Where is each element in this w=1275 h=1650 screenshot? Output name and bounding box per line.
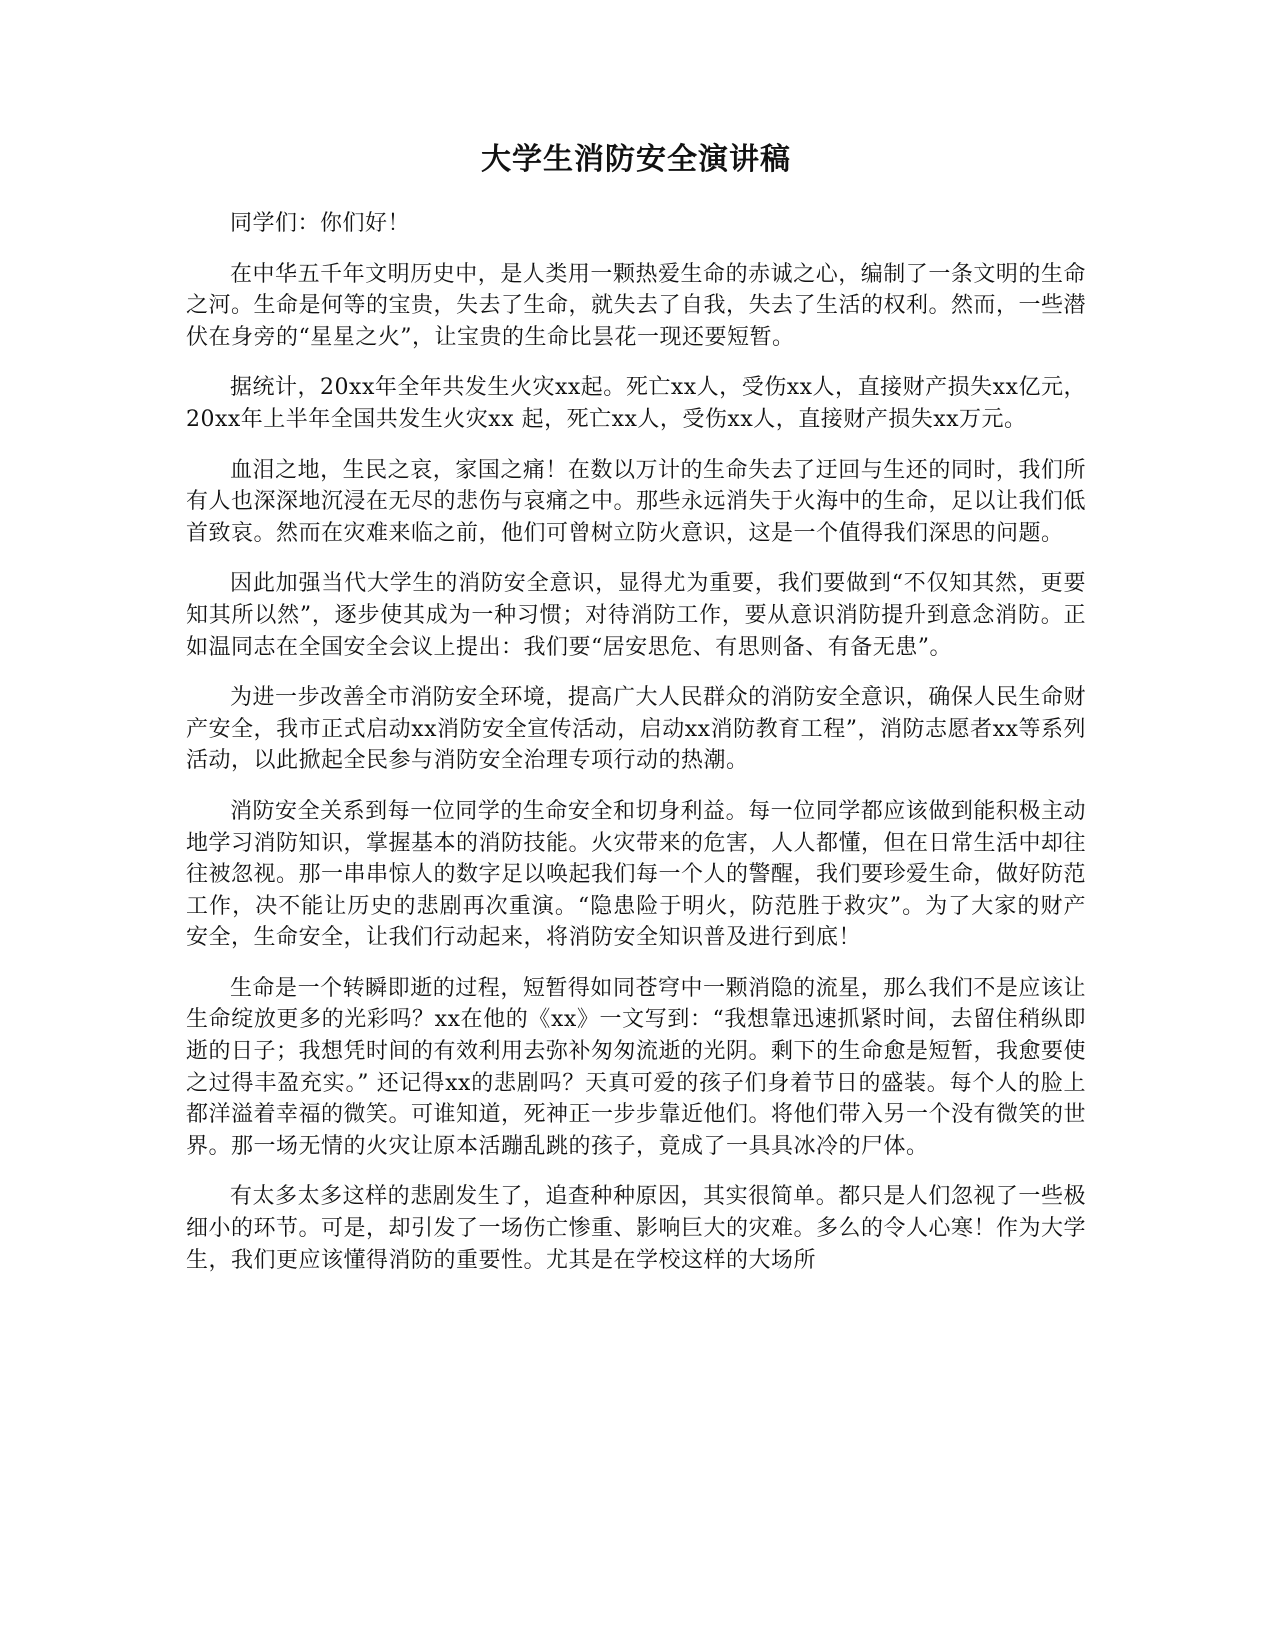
- paragraph-greeting: 同学们：你们好！: [230, 211, 411, 236]
- paragraph-campaign: 为进一步改善全市消防安全环境，提高广大人民群众的消防安全意识，确保人民生命财产安全，我市正式启动xx消防安全宣传活动，启动xx消防教育工程”，消防志愿者xx等系列活动，以此掀起全民参与消防安全治理专项行动的热潮。: [186, 685, 1086, 774]
- paragraph-mourning: 血泪之地，生民之哀，家国之痛！在数以万计的生命失去了迂回与生还的同时，我们所有人也深深地沉浸在无尽的悲伤与哀痛之中。那些永远消失于火海中的生命，足以让我们低首致哀。然而在灾难来临之前，他们可曾树立防火意识，这是一个值得我们深思的问题。: [186, 457, 1087, 546]
- paragraph-life-fleeting: 生命是一个转瞬即逝的过程，短暂得如同苍穹中一颗消隐的流星，那么我们不是应该让生命绽放更多的光彩吗？xx在他的《xx》一文写到：“我想靠迅速抓紧时间，去留住稍纵即逝的日子；我想凭时间的有效利用去弥补匆匆流逝的光阴。剩下的生命愈是短暂，我愈要使之过得丰盈充实。” 还记得xx的悲剧吗？天真可爱的孩子们身着节日的盛装。每个人的脸上都洋溢着幸福的微笑。可谁知道，死神正一步步靠近他们。将他们带入另一个没有微笑的世界。那一场无情的火灾让原本活蹦乱跳的孩子，竟成了一具具冰冷的尸体。: [186, 975, 1087, 1159]
- paragraph-life-river: 在中华五千年文明历史中，是人类用一颗热爱生命的赤诚之心，编制了一条文明的生命之河。生命是何等的宝贵，失去了生命，就失去了自我，失去了生活的权利。然而，一些潜伏在身旁的“星星之火”，让宝贵的生命比昙花一现还要短暂。: [186, 261, 1087, 350]
- paragraph-statistics: 据统计，20xx年全年共发生火灾xx起。死亡xx人，受伤xx人，直接财产损失xx亿元，20xx年上半年全国共发生火灾xx 起，死亡xx人，受伤xx人，直接财产损失xx万元。: [186, 375, 1086, 432]
- paragraph-awareness: 因此加强当代大学生的消防安全意识，显得尤为重要，我们要做到“不仅知其然，更要知其所以然”，逐步使其成为一种习惯；对待消防工作，要从意识消防提升到意念消防。正如温同志在全国安全会议上提出：我们要“居安思危、有思则备、有备无患”。: [186, 571, 1086, 660]
- paragraph-safety: 消防安全关系到每一位同学的生命安全和切身利益。每一位同学都应该做到能积极主动地学习消防知识，掌握基本的消防技能。火灾带来的危害，人人都懂，但在日常生活中却往往被忽视。那一串串惊人的数字足以唤起我们每一个人的警醒，我们要珍爱生命，做好防范工作，决不能让历史的悲剧再次重演。“隐患险于明火，防范胜于救灾”。为了大家的财产安全，生命安全，让我们行动起来，将消防安全知识普及进行到底！: [186, 798, 1087, 951]
- paragraph-tragedies: 有太多太多这样的悲剧发生了，追查种种原因，其实很简单。都只是人们忽视了一些极细小的环节。可是，却引发了一场伤亡惨重、影响巨大的灾难。多么的令人心寒！作为大学生，我们更应该懂得消防的重要性。尤其是在学校这样的大场所: [186, 1184, 1087, 1273]
- document-page: [186, 140, 1086, 1295]
- document-title: 大学生消防安全演讲稿: [481, 142, 791, 177]
